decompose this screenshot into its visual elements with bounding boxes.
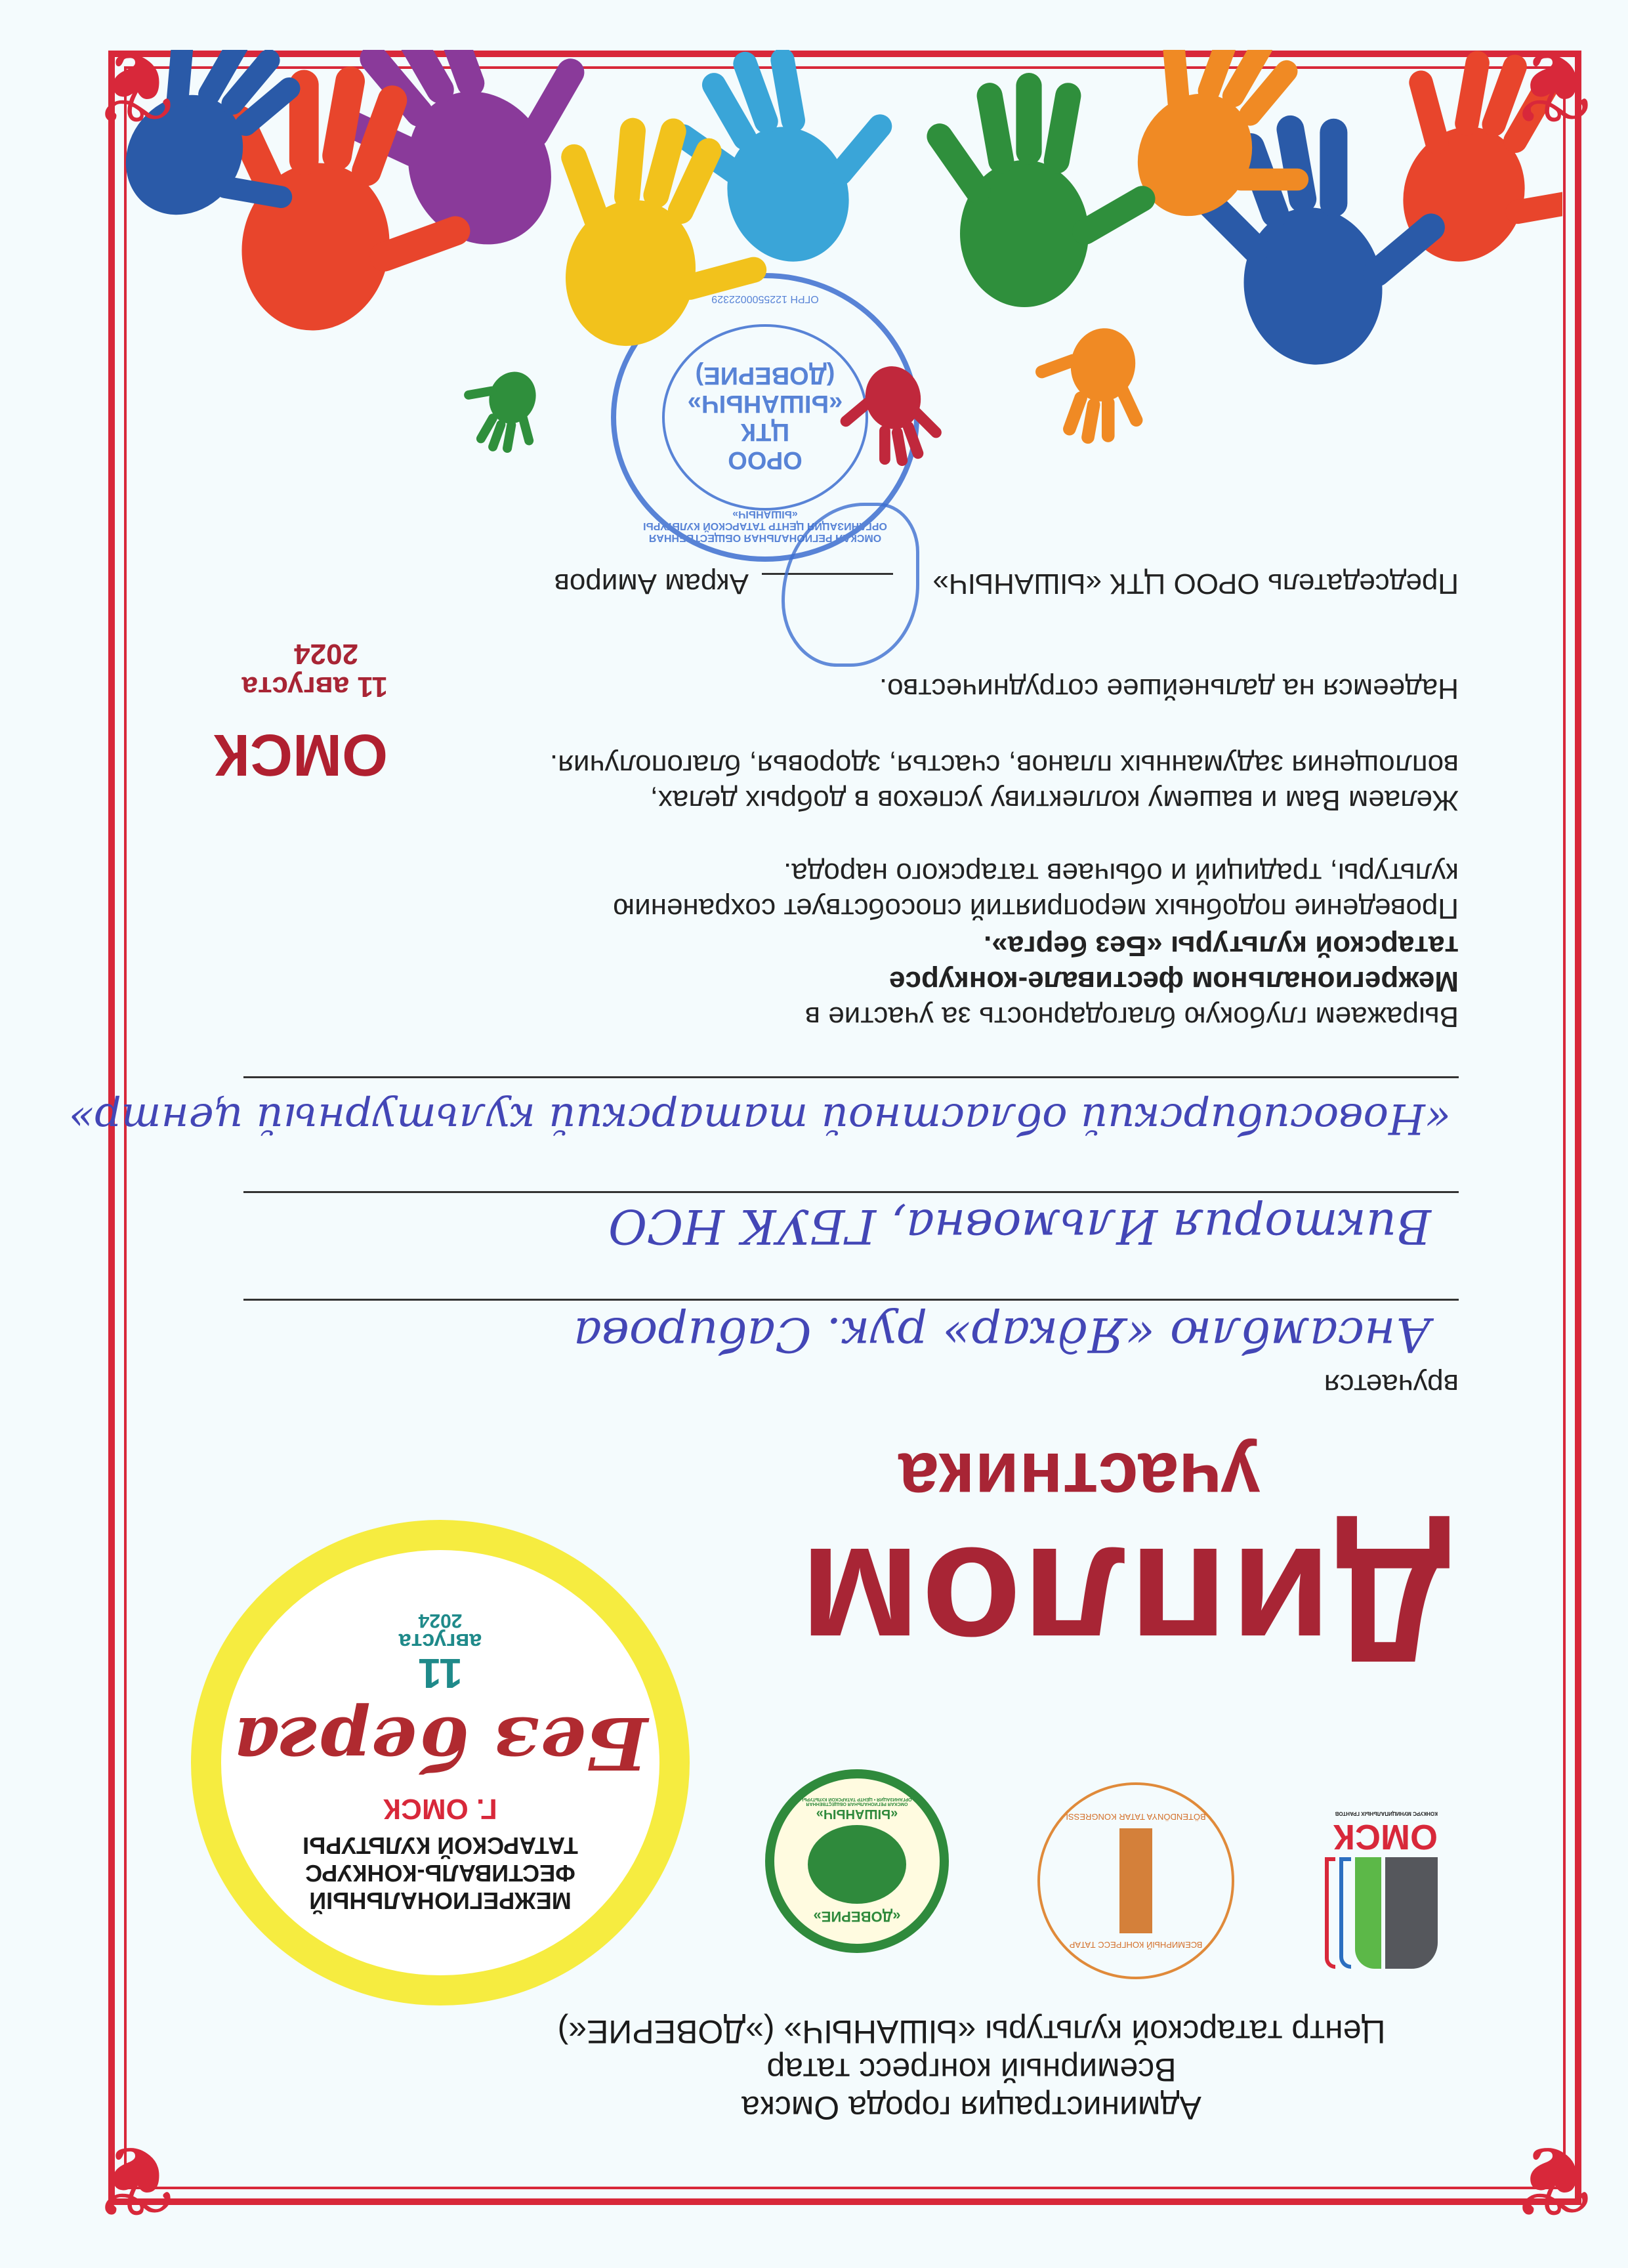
body-paragraph-4: Надеемся на дальнейшее сотрудничество. [879,673,1459,705]
handprints-decoration [119,50,1562,562]
handprint-icon [448,356,556,464]
body-text-line: культуры, традиций и обычаев татарского народа. [783,857,1459,889]
festival-logo-city: Г. ОМСК [383,1793,497,1826]
stamp-text: ОРОО [728,446,803,474]
tower-icon [1119,1828,1152,1933]
body-text-line: воплощения задуманных планов, счастья, здоровья, благополучия. [549,749,1459,781]
festival-logo-year: 2024 [418,1610,463,1632]
festival-logo [191,1520,690,2006]
ornament-corner-icon: ❦ [94,29,177,143]
festival-logo-name: Без берга [233,1701,648,1786]
body-paragraph-3 [550,747,1459,818]
organizer-line: Всемирный конгресс татар [766,2051,1177,2088]
ornament-corner-icon: ❦ [1511,2122,1594,2236]
awarded-label: вручается [1324,1368,1459,1400]
date-day-month: 11 августа [241,671,388,703]
body-paragraph-2 [613,855,1459,926]
stamp-text: ЦТК «ЫШАНЫЧ» [687,390,843,446]
signature-position: Председатель ОРОО ЦТК «ЫШАНЫЧ» [932,568,1459,600]
handprint-icon [922,73,1160,307]
festival-logo-month: августа [398,1629,482,1654]
festival-logo-ring-text: МЕЖРЕГИОНАЛЬНЫЙ ФЕСТИВАЛЬ-КОНКУРС ТАТАРСКОЙ КУЛЬТУРЫ [303,1832,578,1915]
place-city: ОМСК [214,722,388,788]
doverie-logo-ribbon: «ДОВЕРИЕ» [813,1908,901,1925]
body-text-line: Проведение подобных мероприятий способствует сохранению [613,892,1459,925]
body-paragraph-1 [805,928,1459,1034]
omsk-logo-title: ОМСК [1333,1817,1438,1857]
omsk-logo [1320,1811,1438,1969]
festival-name-bold: татарской культуры «Без берга». [984,930,1459,962]
festival-logo-day: 11 [418,1650,463,1698]
stamp-ring-text: ОМСКАЯ РЕГИОНАЛЬНАЯ ОБЩЕСТВЕННАЯ ОРГАНИЗАЦИЯ ЦЕНТР ТАТАРСКОЙ КУЛЬТУРЫ «ЫШАНЫЧ» [643,509,887,543]
handprint-icon [1022,317,1160,453]
recipient-line-2: Виктория Ильмовна, ГБУК НСО [608,1199,1431,1254]
world-tatar-congress-logo [1037,1782,1234,1979]
stamp-ogrn: ОГРН 1225500022329 [711,293,819,304]
ornament-corner-icon: ❦ [1511,29,1594,143]
recipient-underline [243,1191,1459,1193]
handprint-icon [830,359,948,476]
body-text-line: Выражаем глубокую благодарность за участие в [804,1001,1459,1033]
signatory-name: Акрам Амиров [554,568,749,600]
stamp-text: (ДОВЕРИЕ) [695,362,835,389]
doverie-logo-ring: ОМСКАЯ РЕГИОНАЛЬНАЯ ОБЩЕСТВЕННАЯ ОРГАНИЗАЦИЯ • ЦЕНТР ТАТАРСКОЙ КУЛЬТУРЫ [802,1797,912,1807]
organizer-line: Администрация города Омска [741,2090,1201,2126]
recipient-line-3: «Новосибирский областной татарский культурный центр» [68,1094,1451,1143]
doverie-logo-name: «ЫШАНЫЧ» [816,1807,898,1822]
congress-logo-text: ВСЕМИРНЫЙ КОНГРЕСС ТАТАР [1069,1940,1203,1950]
recipient-underline [243,1299,1459,1301]
organizer-line: Центр татарской культуры «ЫШАНЫЧ» (»ДОВЕРИЕ«) [557,2013,1386,2050]
date-year: 2024 [294,638,358,670]
ornament-corner-icon: ❦ [94,2122,177,2236]
body-text-line: Желаем Вам и вашему коллективу успехов в добрых делах, [650,784,1459,816]
congress-logo-text: BÖTENDÖNYA TATAR KONGRESSI [1066,1812,1206,1822]
dancers-icon [808,1826,906,1904]
diploma-title: Диплом [797,1514,1451,1697]
omsk-logo-caption: КОНКУРС МУНИЦИПАЛЬНЫХ ГРАНТОВ [1335,1811,1438,1816]
festival-name-bold: Межрегиональном фестивале-конкурсе [889,965,1459,998]
recipient-underline [243,1076,1459,1078]
diploma-subtitle: участника [898,1438,1261,1519]
recipient-line-1: Ансамблю «Ядкар» рук. Сабирова [574,1307,1431,1362]
doverie-logo [765,1769,949,1953]
